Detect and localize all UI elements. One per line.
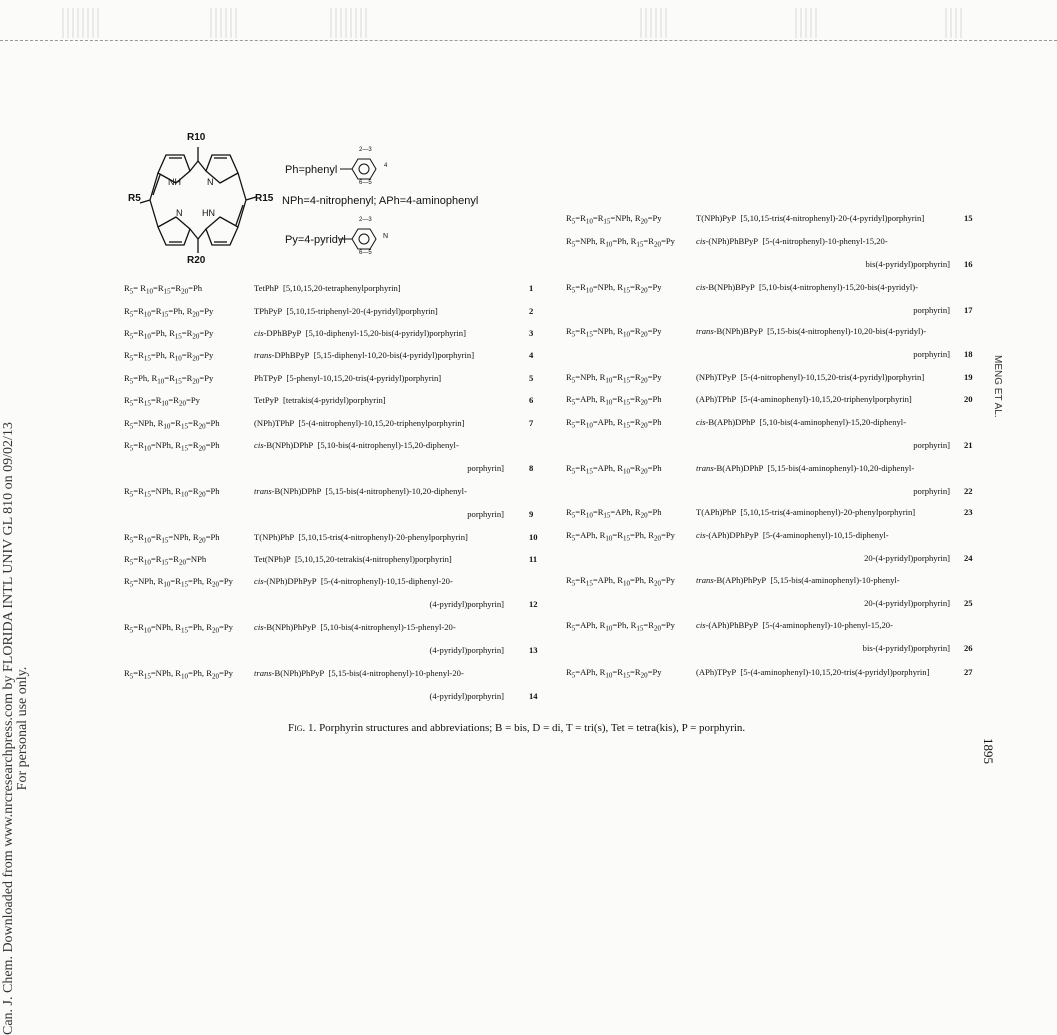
compound-formula: $R_5=NPh$, $R_{10}=R_{15}=Ph$, $R_{20}=Py$ bbox=[124, 576, 233, 589]
compound-number: 15 bbox=[964, 213, 973, 223]
compound-abbreviation: T(NPh)PhP [5,10,15-tris(4-nitrophenyl)-20-phenylporphyrin] bbox=[254, 532, 468, 542]
r15-label: R15 bbox=[255, 193, 274, 204]
left-compound-list bbox=[124, 0, 540, 817]
r10-label: R10 bbox=[187, 132, 206, 143]
compound-name: [5-(4-aminophenyl)-10,15-diphenyl- bbox=[762, 530, 889, 540]
compound-formula: $R_5=R_{15}=APh$, $R_{10}=R_{20}=Ph$ bbox=[566, 463, 662, 476]
compound-formula: $R_5=R_{10}=NPh$, $R_{15}=R_{20}=Ph$ bbox=[124, 440, 220, 453]
compound-name-continued: bis-(4-pyridyl)porphyrin] bbox=[862, 643, 950, 653]
compound-number: 6 bbox=[529, 395, 534, 405]
compound-number: 25 bbox=[964, 598, 973, 608]
compound-formula: $R_5=APh$, $R_{10}=R_{15}=R_{20}=Ph$ bbox=[566, 394, 662, 407]
compound-abbreviation: (NPh)TPyP [5-(4-nitrophenyl)-10,15,20-tris(4-pyridyl)porphyrin] bbox=[696, 372, 925, 382]
compound-name-continued: bis(4-pyridyl)porphyrin] bbox=[865, 259, 950, 269]
compound-abbreviation: cis-B(NPh)PhPyP [5,10-bis(4-nitrophenyl)-15-phenyl-20- bbox=[254, 622, 456, 632]
compound-name-continued: (4-pyridyl)porphyrin] bbox=[429, 645, 504, 655]
compound-name-continued: porphyrin] bbox=[913, 305, 950, 315]
r5-label: R5 bbox=[128, 193, 141, 204]
compound-number: 20 bbox=[964, 394, 973, 404]
compound-formula: $R_5=R_{15}=NPh$, $R_{10}=Ph$, $R_{20}=Py$ bbox=[124, 668, 233, 681]
compound-number: 3 bbox=[529, 328, 534, 338]
scan-artifact bbox=[62, 8, 100, 38]
phenyl-ring-top: 2—3 bbox=[359, 147, 372, 153]
compound-name: [5,15-bis(4-nitrophenyl)-10,20-diphenyl- bbox=[325, 486, 467, 496]
compound-number: 22 bbox=[964, 486, 973, 496]
compound-name: [5,10-bis(4-aminophenyl)-15,20-diphenyl- bbox=[759, 417, 907, 427]
hn-label: HN bbox=[202, 208, 215, 218]
compound-abbreviation: cis-B(NPh)BPyP [5,10-bis(4-nitrophenyl)-15,20-bis(4-pyridyl)- bbox=[696, 282, 918, 292]
compound-number: 1 bbox=[529, 283, 534, 293]
compound-abbreviation: cis-(NPh)DPhPyP [5-(4-nitrophenyl)-10,15-diphenyl-20- bbox=[254, 576, 453, 586]
compound-abbreviation: TetPhP [5,10,15,20-tetraphenylporphyrin] bbox=[254, 283, 401, 293]
compound-name-continued: porphyrin] bbox=[913, 486, 950, 496]
compound-abbreviation: trans-B(APh)PhPyP [5,15-bis(4-aminophenyl)-10-phenyl- bbox=[696, 575, 900, 585]
compound-name: [5,15-bis(4-nitrophenyl)-10-phenyl-20- bbox=[328, 668, 464, 678]
phenyl-ring-side: 4 bbox=[384, 163, 388, 169]
compound-formula: $R_5=R_{10}=R_{15}=Ph$, $R_{20}=Py$ bbox=[124, 306, 214, 319]
compound-abbreviation: (APh)TPhP [5-(4-aminophenyl)-10,15,20-triphenylporphyrin] bbox=[696, 394, 912, 404]
compound-name: [5,10-bis(4-nitrophenyl)-15,20-bis(4-pyridyl)- bbox=[759, 282, 918, 292]
compound-abbreviation: Tet(NPh)P [5,10,15,20-tetrakis(4-nitrophenyl)porphyrin] bbox=[254, 554, 452, 564]
compound-name: [5,10-diphenyl-15,20-bis(4-pyridyl)porphyrin] bbox=[305, 328, 466, 338]
compound-name: [5,15-bis(4-aminophenyl)-10,20-diphenyl- bbox=[767, 463, 915, 473]
compound-name: [tetrakis(4-pyridyl)porphyrin] bbox=[283, 395, 386, 405]
compound-number: 14 bbox=[529, 691, 538, 701]
compound-abbreviation: trans-B(NPh)PhPyP [5,15-bis(4-nitrophenyl)-10-phenyl-20- bbox=[254, 668, 464, 678]
compound-formula: $R_5=R_{15}=R_{10}=R_{20}=Py$ bbox=[124, 395, 200, 408]
compound-name: [5-(4-aminophenyl)-10-phenyl-15,20- bbox=[762, 620, 893, 630]
pyridyl-ring-nitrogen: N bbox=[383, 233, 389, 240]
compound-abbreviation: trans-B(NPh)DPhP [5,15-bis(4-nitrophenyl)-10,20-diphenyl- bbox=[254, 486, 467, 496]
compound-formula: $R_5= R_{10}=R_{15}=R_{20}=Ph$ bbox=[124, 283, 203, 296]
compound-name: [5,10-bis(4-nitrophenyl)-15,20-diphenyl- bbox=[317, 440, 459, 450]
compound-abbreviation: T(NPh)PyP [5,10,15-tris(4-nitrophenyl)-20-(4-pyridyl)porphyrin] bbox=[696, 213, 925, 223]
compound-name-continued: 20-(4-pyridyl)porphyrin] bbox=[864, 553, 950, 563]
compound-formula: $R_5=R_{10}=Ph$, $R_{15}=R_{20}=Py$ bbox=[124, 328, 214, 341]
compound-formula: $R_5=R_{15}=NPh$, $R_{10}=R_{20}=Py$ bbox=[566, 326, 662, 339]
compound-number: 4 bbox=[529, 350, 534, 360]
compound-number: 19 bbox=[964, 372, 973, 382]
n-label-upper: N bbox=[207, 177, 214, 187]
phenyl-ring-bottom: 6—5 bbox=[359, 180, 372, 186]
nh-label: NH bbox=[168, 177, 181, 187]
compound-number: 5 bbox=[529, 373, 534, 383]
compound-name-continued: porphyrin] bbox=[913, 440, 950, 450]
compound-name: [5-(4-aminophenyl)-10,15,20-triphenylporphyrin] bbox=[740, 394, 912, 404]
compound-name: [5,10-bis(4-nitrophenyl)-15-phenyl-20- bbox=[320, 622, 456, 632]
compound-name: [5,10,15,20-tetraphenylporphyrin] bbox=[283, 283, 401, 293]
compound-number: 12 bbox=[529, 599, 538, 609]
compound-abbreviation: TPhPyP [5,10,15-triphenyl-20-(4-pyridyl)porphyrin] bbox=[254, 306, 438, 316]
compound-number: 21 bbox=[964, 440, 973, 450]
compound-abbreviation: cis-(APh)PhBPyP [5-(4-aminophenyl)-10-phenyl-15,20- bbox=[696, 620, 893, 630]
compound-number: 11 bbox=[529, 554, 538, 564]
compound-number: 26 bbox=[964, 643, 973, 653]
caption-label: Fig. 1. bbox=[288, 722, 317, 734]
compound-number: 13 bbox=[529, 645, 538, 655]
compound-formula: $R_5=APh$, $R_{10}=Ph$, $R_{15}=R_{20}=Py$ bbox=[566, 620, 675, 633]
caption-text: Porphyrin structures and abbreviations; B = bis, D = di, T = tri(s), Tet = tetra(kis), P = porphyrin. bbox=[319, 722, 746, 734]
compound-name: [5,10,15-triphenyl-20-(4-pyridyl)porphyrin] bbox=[286, 306, 438, 316]
compound-number: 17 bbox=[964, 305, 973, 315]
compound-name-continued: porphyrin] bbox=[913, 349, 950, 359]
compound-formula: $R_5=Ph$, $R_{10}=R_{15}=R_{20}=Py$ bbox=[124, 373, 214, 386]
compound-formula: $R_5=APh$, $R_{10}=R_{15}=R_{20}=Py$ bbox=[566, 667, 662, 680]
compound-formula: $R_5=R_{15}=Ph$, $R_{10}=R_{20}=Py$ bbox=[124, 350, 214, 363]
compound-name: [5,10,15-tris(4-nitrophenyl)-20-phenylporphyrin] bbox=[298, 532, 468, 542]
compound-abbreviation: TetPyP [tetrakis(4-pyridyl)porphyrin] bbox=[254, 395, 386, 405]
right-compound-list bbox=[566, 0, 978, 817]
compound-name: [5,15-bis(4-aminophenyl)-10-phenyl- bbox=[770, 575, 900, 585]
compound-abbreviation: trans-DPhBPyP [5,15-diphenyl-10,20-bis(4-pyridyl)porphyrin] bbox=[254, 350, 475, 360]
compound-name: [5,10,15,20-tetrakis(4-nitrophenyl)porphyrin] bbox=[294, 554, 452, 564]
pyridyl-definition: Py=4-pyridyl bbox=[285, 234, 346, 246]
compound-formula: $R_5=R_{10}=APh$, $R_{15}=R_{20}=Ph$ bbox=[566, 417, 662, 430]
download-notice-line2: For personal use only. bbox=[15, 666, 30, 791]
compound-formula: $R_5=R_{10}=R_{15}=APh$, $R_{20}=Ph$ bbox=[566, 507, 662, 520]
compound-name-continued: (4-pyridyl)porphyrin] bbox=[429, 691, 504, 701]
phenyl-definition: Ph=phenyl bbox=[285, 164, 338, 176]
compound-number: 7 bbox=[529, 418, 534, 428]
compound-name: [5-(4-nitrophenyl)-10,15,20-tris(4-pyridyl)porphyrin] bbox=[740, 372, 925, 382]
compound-abbreviation: (NPh)TPhP [5-(4-nitrophenyl)-10,15,20-triphenylporphyrin] bbox=[254, 418, 465, 428]
compound-name: [5-phenyl-10,15,20-tris(4-pyridyl)porphyrin] bbox=[286, 373, 442, 383]
compound-name: [5-(4-nitrophenyl)-10,15-diphenyl-20- bbox=[320, 576, 453, 586]
compound-abbreviation: trans-B(NPh)BPyP [5,15-bis(4-nitrophenyl)-10,20-bis(4-pyridyl)- bbox=[696, 326, 927, 336]
compound-abbreviation: cis-DPhBPyP [5,10-diphenyl-15,20-bis(4-pyridyl)porphyrin] bbox=[254, 328, 466, 338]
n-label-lower: N bbox=[176, 208, 183, 218]
compound-name: [5-(4-nitrophenyl)-10,15,20-triphenylporphyrin] bbox=[298, 418, 465, 428]
r20-label: R20 bbox=[187, 255, 206, 266]
compound-abbreviation: trans-B(APh)DPhP [5,15-bis(4-aminophenyl)-10,20-diphenyl- bbox=[696, 463, 915, 473]
pyridyl-ring-bottom: 6—5 bbox=[359, 250, 372, 256]
compound-number: 23 bbox=[964, 507, 973, 517]
compound-name: [5-(4-nitrophenyl)-10-phenyl-15,20- bbox=[762, 236, 888, 246]
compound-name-continued: 20-(4-pyridyl)porphyrin] bbox=[864, 598, 950, 608]
compound-formula: $R_5=R_{10}=R_{15}=NPh$, $R_{20}=Py$ bbox=[566, 213, 662, 226]
compound-number: 18 bbox=[964, 349, 973, 359]
download-notice-line1: Can. J. Chem. Downloaded from www.nrcresearchpress.com by FLORIDA INTL UNIV GL 810 on 09/02/13 bbox=[1, 422, 16, 1035]
compound-name-continued: porphyrin] bbox=[467, 463, 504, 473]
compound-formula: $R_5=R_{15}=APh$, $R_{10}=Ph$, $R_{20}=Py$ bbox=[566, 575, 675, 588]
compound-number: 16 bbox=[964, 259, 973, 269]
compound-formula: $R_5=R_{10}=NPh$, $R_{15}=Ph$, $R_{20}=Py$ bbox=[124, 622, 233, 635]
nitro-amino-definition: NPh=4-nitrophenyl; APh=4-aminophenyl bbox=[282, 195, 479, 207]
compound-name: [5,10,15-tris(4-nitrophenyl)-20-(4-pyridyl)porphyrin] bbox=[740, 213, 925, 223]
compound-formula: $R_5=APh$, $R_{10}=R_{15}=Ph$, $R_{20}=Py$ bbox=[566, 530, 675, 543]
compound-name: [5,15-bis(4-nitrophenyl)-10,20-bis(4-pyridyl)- bbox=[767, 326, 927, 336]
compound-formula: $R_5=R_{10}=R_{15}=NPh$, $R_{20}=Ph$ bbox=[124, 532, 220, 545]
compound-formula: $R_5=R_{10}=NPh$, $R_{15}=R_{20}=Py$ bbox=[566, 282, 662, 295]
compound-name: [5-(4-aminophenyl)-10,15,20-tris(4-pyridyl)porphyrin] bbox=[740, 667, 930, 677]
compound-name: [5,15-diphenyl-10,20-bis(4-pyridyl)porphyrin] bbox=[313, 350, 475, 360]
compound-abbreviation: (APh)TPyP [5-(4-aminophenyl)-10,15,20-tris(4-pyridyl)porphyrin] bbox=[696, 667, 930, 677]
compound-formula: $R_5=R_{10}=R_{15}=R_{20}=NPh$ bbox=[124, 554, 207, 567]
compound-number: 2 bbox=[529, 306, 534, 316]
compound-number: 10 bbox=[529, 532, 538, 542]
compound-abbreviation: PhTPyP [5-phenyl-10,15,20-tris(4-pyridyl)porphyrin] bbox=[254, 373, 442, 383]
compound-name-continued: porphyrin] bbox=[467, 509, 504, 519]
compound-number: 27 bbox=[964, 667, 973, 677]
running-head: MENG ET AL. bbox=[992, 355, 1003, 418]
compound-formula: $R_5=NPh$, $R_{10}=R_{15}=R_{20}=Py$ bbox=[566, 372, 662, 385]
compound-number: 24 bbox=[964, 553, 973, 563]
compound-abbreviation: T(APh)PhP [5,10,15-tris(4-aminophenyl)-20-phenylporphyrin] bbox=[696, 507, 916, 517]
compound-formula: $R_5=NPh$, $R_{10}=R_{15}=R_{20}=Ph$ bbox=[124, 418, 220, 431]
pyridyl-ring-top: 2—3 bbox=[359, 217, 372, 223]
compound-name-continued: (4-pyridyl)porphyrin] bbox=[429, 599, 504, 609]
compound-abbreviation: cis-(APh)DPhPyP [5-(4-aminophenyl)-10,15-diphenyl- bbox=[696, 530, 889, 540]
compound-number: 8 bbox=[529, 463, 534, 473]
compound-abbreviation: cis-(NPh)PhBPyP [5-(4-nitrophenyl)-10-phenyl-15,20- bbox=[696, 236, 888, 246]
compound-abbreviation: cis-B(NPh)DPhP [5,10-bis(4-nitrophenyl)-15,20-diphenyl- bbox=[254, 440, 459, 450]
compound-number: 9 bbox=[529, 509, 534, 519]
compound-formula: $R_5=R_{15}=NPh$, $R_{10}=R_{20}=Ph$ bbox=[124, 486, 220, 499]
page-number: 1895 bbox=[981, 738, 996, 764]
compound-name: [5,10,15-tris(4-aminophenyl)-20-phenylporphyrin] bbox=[740, 507, 916, 517]
figure-caption bbox=[288, 722, 745, 734]
compound-formula: $R_5=NPh$, $R_{10}=Ph$, $R_{15}=R_{20}=Py$ bbox=[566, 236, 675, 249]
compound-abbreviation: cis-B(APh)DPhP [5,10-bis(4-aminophenyl)-15,20-diphenyl- bbox=[696, 417, 907, 427]
